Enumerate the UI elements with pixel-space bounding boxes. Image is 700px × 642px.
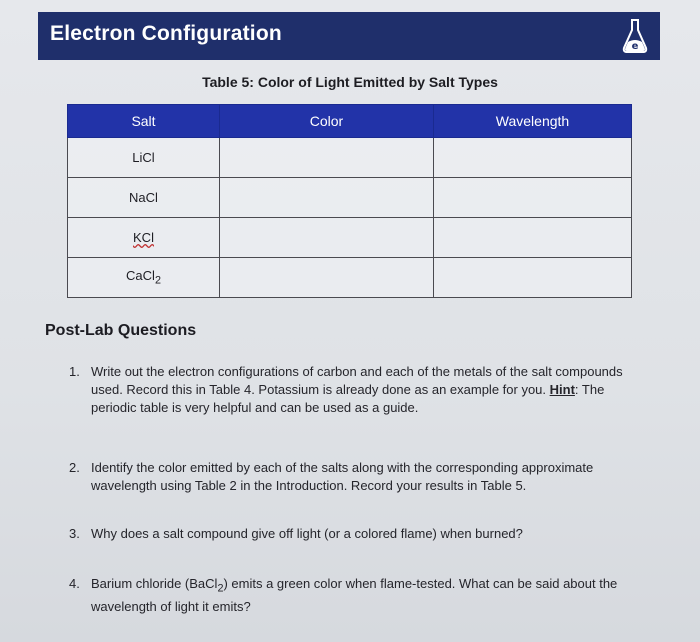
question-text: Identify the color emitted by each of the salts along with the corresponding approximate wavelength using Table 2 in the Introduction. Record your results in Table 5. xyxy=(91,460,594,493)
question-number: 4. xyxy=(69,576,80,591)
header-wavelength: Wavelength xyxy=(434,105,632,138)
table-row xyxy=(68,138,632,178)
title-banner xyxy=(38,12,660,60)
question-number: 2. xyxy=(69,460,80,475)
table-row xyxy=(68,218,632,258)
salt-cell xyxy=(68,258,220,298)
color-cell[interactable] xyxy=(220,178,434,218)
question-text-part: Barium chloride (BaCl xyxy=(91,576,218,591)
question-text-part: : The periodic table is very helpful and can be used as a guide. xyxy=(91,382,605,415)
question-number: 1. xyxy=(69,364,80,379)
color-cell[interactable] xyxy=(220,138,434,178)
table-header-row xyxy=(68,105,632,138)
question-text-part: ) emits a green color when flame-tested. What can be said about the wavelength of light it emits? xyxy=(91,576,618,614)
header-salt: Salt xyxy=(68,105,220,138)
question-text xyxy=(91,575,649,616)
salt-cell: NaCl xyxy=(68,178,220,218)
question-item xyxy=(69,525,649,543)
color-cell[interactable] xyxy=(220,218,434,258)
question-text: Why does a salt compound give off light (or a colored flame) when burned? xyxy=(91,526,523,541)
question-text xyxy=(91,363,649,417)
question-item xyxy=(69,575,649,616)
wavelength-cell[interactable] xyxy=(434,258,632,298)
wavelength-cell[interactable] xyxy=(434,178,632,218)
salt-label: CaCl xyxy=(126,268,155,284)
question-text-part: Write out the electron configurations of carbon and each of the metals of the salt compounds used. Record this in Table 4. Potassium is already done as an example for you. xyxy=(91,364,623,397)
subscript: 2 xyxy=(217,582,224,595)
header-color: Color xyxy=(220,105,434,138)
svg-text:e: e xyxy=(631,41,639,52)
salt-table xyxy=(67,104,632,298)
wavelength-cell[interactable] xyxy=(434,218,632,258)
question-number: 3. xyxy=(69,526,80,541)
salt-cell xyxy=(68,218,220,258)
hint-label: Hint xyxy=(549,382,575,397)
table-caption: Table 5: Color of Light Emitted by Salt Types xyxy=(202,74,498,90)
table-row xyxy=(68,178,632,218)
flask-icon xyxy=(620,18,650,54)
salt-cell: LiCl xyxy=(68,138,220,178)
page-title: Electron Configuration xyxy=(50,22,282,45)
salt-label: KCl xyxy=(133,230,154,245)
question-item xyxy=(69,459,649,495)
wavelength-cell[interactable] xyxy=(434,138,632,178)
subscript: 2 xyxy=(154,274,161,287)
table-row xyxy=(68,258,632,298)
color-cell[interactable] xyxy=(220,258,434,298)
question-item xyxy=(69,363,649,417)
post-lab-heading: Post-Lab Questions xyxy=(45,322,197,339)
